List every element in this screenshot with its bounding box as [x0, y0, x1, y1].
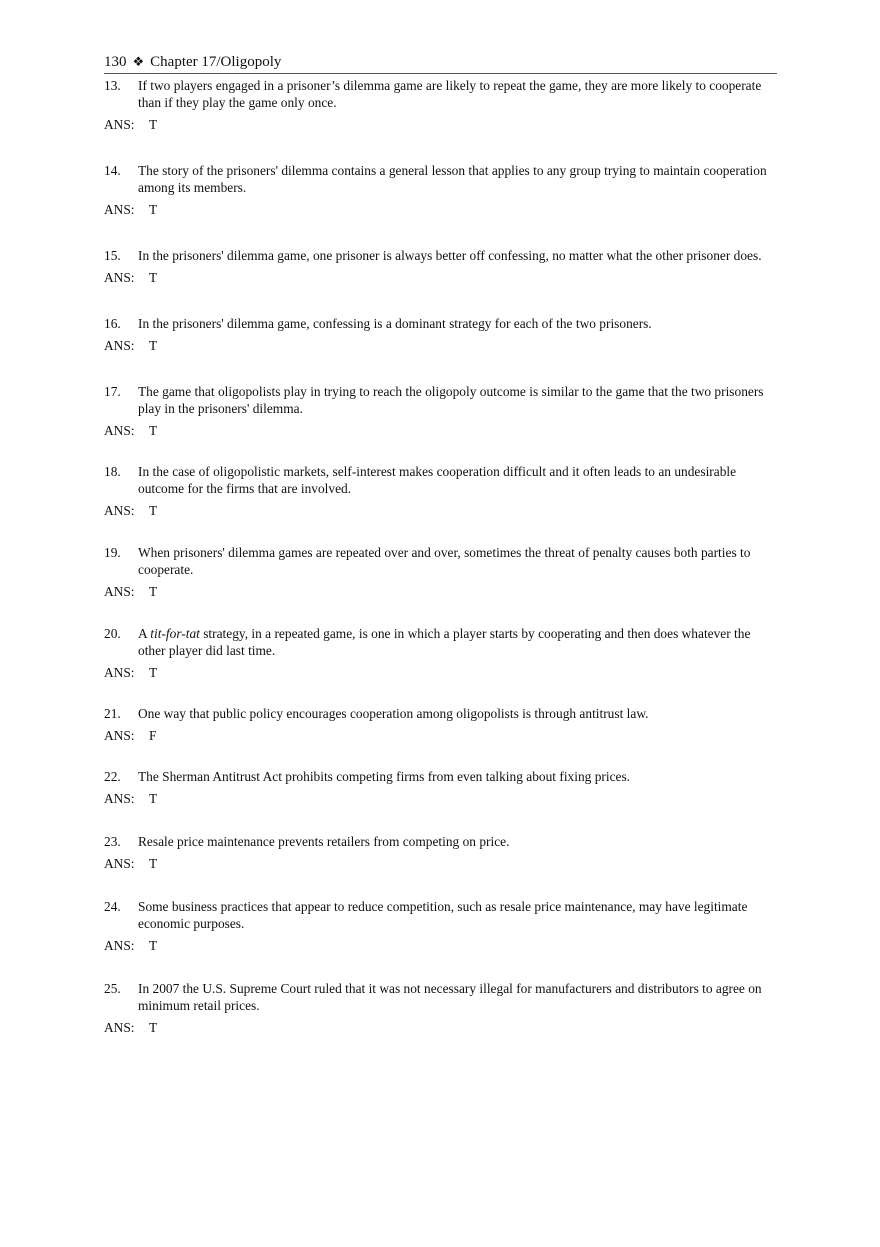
answer-line [104, 201, 779, 218]
answer-value: T [149, 503, 158, 518]
answer-label: ANS: [104, 117, 135, 132]
answer-value: T [149, 938, 158, 953]
question-number: 23. [104, 834, 121, 849]
answer-value: T [149, 665, 158, 680]
page-header [104, 52, 777, 74]
question-number: 13. [104, 78, 121, 93]
answer-label: ANS: [104, 728, 135, 743]
answer-line [104, 1019, 779, 1036]
answer-line [104, 790, 779, 807]
answer-line [104, 502, 779, 519]
question-text: The story of the prisoners' dilemma contains a general lesson that applies to any group trying to maintain cooperation among its members. [138, 163, 767, 195]
answer-label: ANS: [104, 423, 135, 438]
answer-value: T [149, 423, 158, 438]
tit-for-tat-term: tit-for-tat [150, 626, 200, 641]
question-number: 19. [104, 545, 121, 560]
question-text: Some business practices that appear to reduce competition, such as resale price maintenance, may have legitimate economic purposes. [138, 899, 748, 931]
question-13 [104, 77, 779, 133]
answer-label: ANS: [104, 791, 135, 806]
question-number: 21. [104, 706, 121, 721]
question-number: 22. [104, 769, 121, 784]
question-22 [104, 768, 779, 807]
answer-label: ANS: [104, 270, 135, 285]
question-number: 20. [104, 626, 121, 641]
question-number: 18. [104, 464, 121, 479]
question-number: 16. [104, 316, 121, 331]
answer-label: ANS: [104, 584, 135, 599]
answer-value: T [149, 584, 158, 599]
answer-label: ANS: [104, 665, 135, 680]
answer-value: T [149, 1020, 158, 1035]
question-20 [104, 625, 779, 681]
answer-label: ANS: [104, 503, 135, 518]
question-14 [104, 162, 779, 218]
question-text: In the prisoners' dilemma game, one prisoner is always better off confessing, no matter what the other prisoner does. [138, 248, 762, 263]
question-17 [104, 383, 779, 439]
answer-label: ANS: [104, 202, 135, 217]
answer-value: T [149, 856, 158, 871]
question-23 [104, 833, 779, 872]
answer-line [104, 116, 779, 133]
question-16 [104, 315, 779, 354]
question-number: 25. [104, 981, 121, 996]
header-separator-icon: ❖ [132, 54, 145, 69]
question-text: One way that public policy encourages cooperation among oligopolists is through antitrust law. [138, 706, 649, 721]
question-text: Resale price maintenance prevents retailers from competing on price. [138, 834, 510, 849]
question-24 [104, 898, 779, 954]
answer-line [104, 937, 779, 954]
answer-value: F [149, 728, 157, 743]
answer-line [104, 664, 779, 681]
question-text: In the prisoners' dilemma game, confessing is a dominant strategy for each of the two prisoners. [138, 316, 652, 331]
answer-line [104, 583, 779, 600]
answer-label: ANS: [104, 338, 135, 353]
answer-value: T [149, 270, 158, 285]
question-number: 17. [104, 384, 121, 399]
answer-line [104, 337, 779, 354]
question-number: 24. [104, 899, 121, 914]
question-list [104, 77, 779, 1036]
answer-label: ANS: [104, 856, 135, 871]
question-text: In 2007 the U.S. Supreme Court ruled that it was not necessary illegal for manufacturers and distributors to agree on minimum retail prices. [138, 981, 762, 1013]
question-25 [104, 980, 779, 1036]
question-text: If two players engaged in a prisoner’s dilemma game are likely to repeat the game, they are more likely to cooperate than if they play the game only once. [138, 78, 762, 110]
question-21 [104, 705, 779, 744]
question-18 [104, 463, 779, 519]
question-number: 14. [104, 163, 121, 178]
answer-value: T [149, 791, 158, 806]
question-19 [104, 544, 779, 600]
question-text: A tit-for-tat strategy, in a repeated game, is one in which a player starts by cooperating and then does whatever the other player did last time. [138, 626, 751, 658]
question-text: The game that oligopolists play in trying to reach the oligopoly outcome is similar to the game that the two prisoners play in the prisoners' dilemma. [138, 384, 764, 416]
answer-value: T [149, 338, 158, 353]
chapter-title: Chapter 17/Oligopoly [150, 54, 282, 70]
question-text: In the case of oligopolistic markets, self-interest makes cooperation difficult and it often leads to an undesirable outcome for the firms that are involved. [138, 464, 737, 496]
answer-line [104, 855, 779, 872]
answer-value: T [149, 117, 158, 132]
answer-label: ANS: [104, 1020, 135, 1035]
answer-value: T [149, 202, 158, 217]
answer-line [104, 269, 779, 286]
answer-label: ANS: [104, 938, 135, 953]
question-text: When prisoners' dilemma games are repeated over and over, sometimes the threat of penalty causes both parties to cooperate. [138, 545, 751, 577]
answer-line [104, 422, 779, 439]
answer-line [104, 727, 779, 744]
question-15 [104, 247, 779, 286]
question-number: 15. [104, 248, 121, 263]
question-text: The Sherman Antitrust Act prohibits competing firms from even talking about fixing prices. [138, 769, 631, 784]
page-number: 130 [104, 54, 127, 70]
